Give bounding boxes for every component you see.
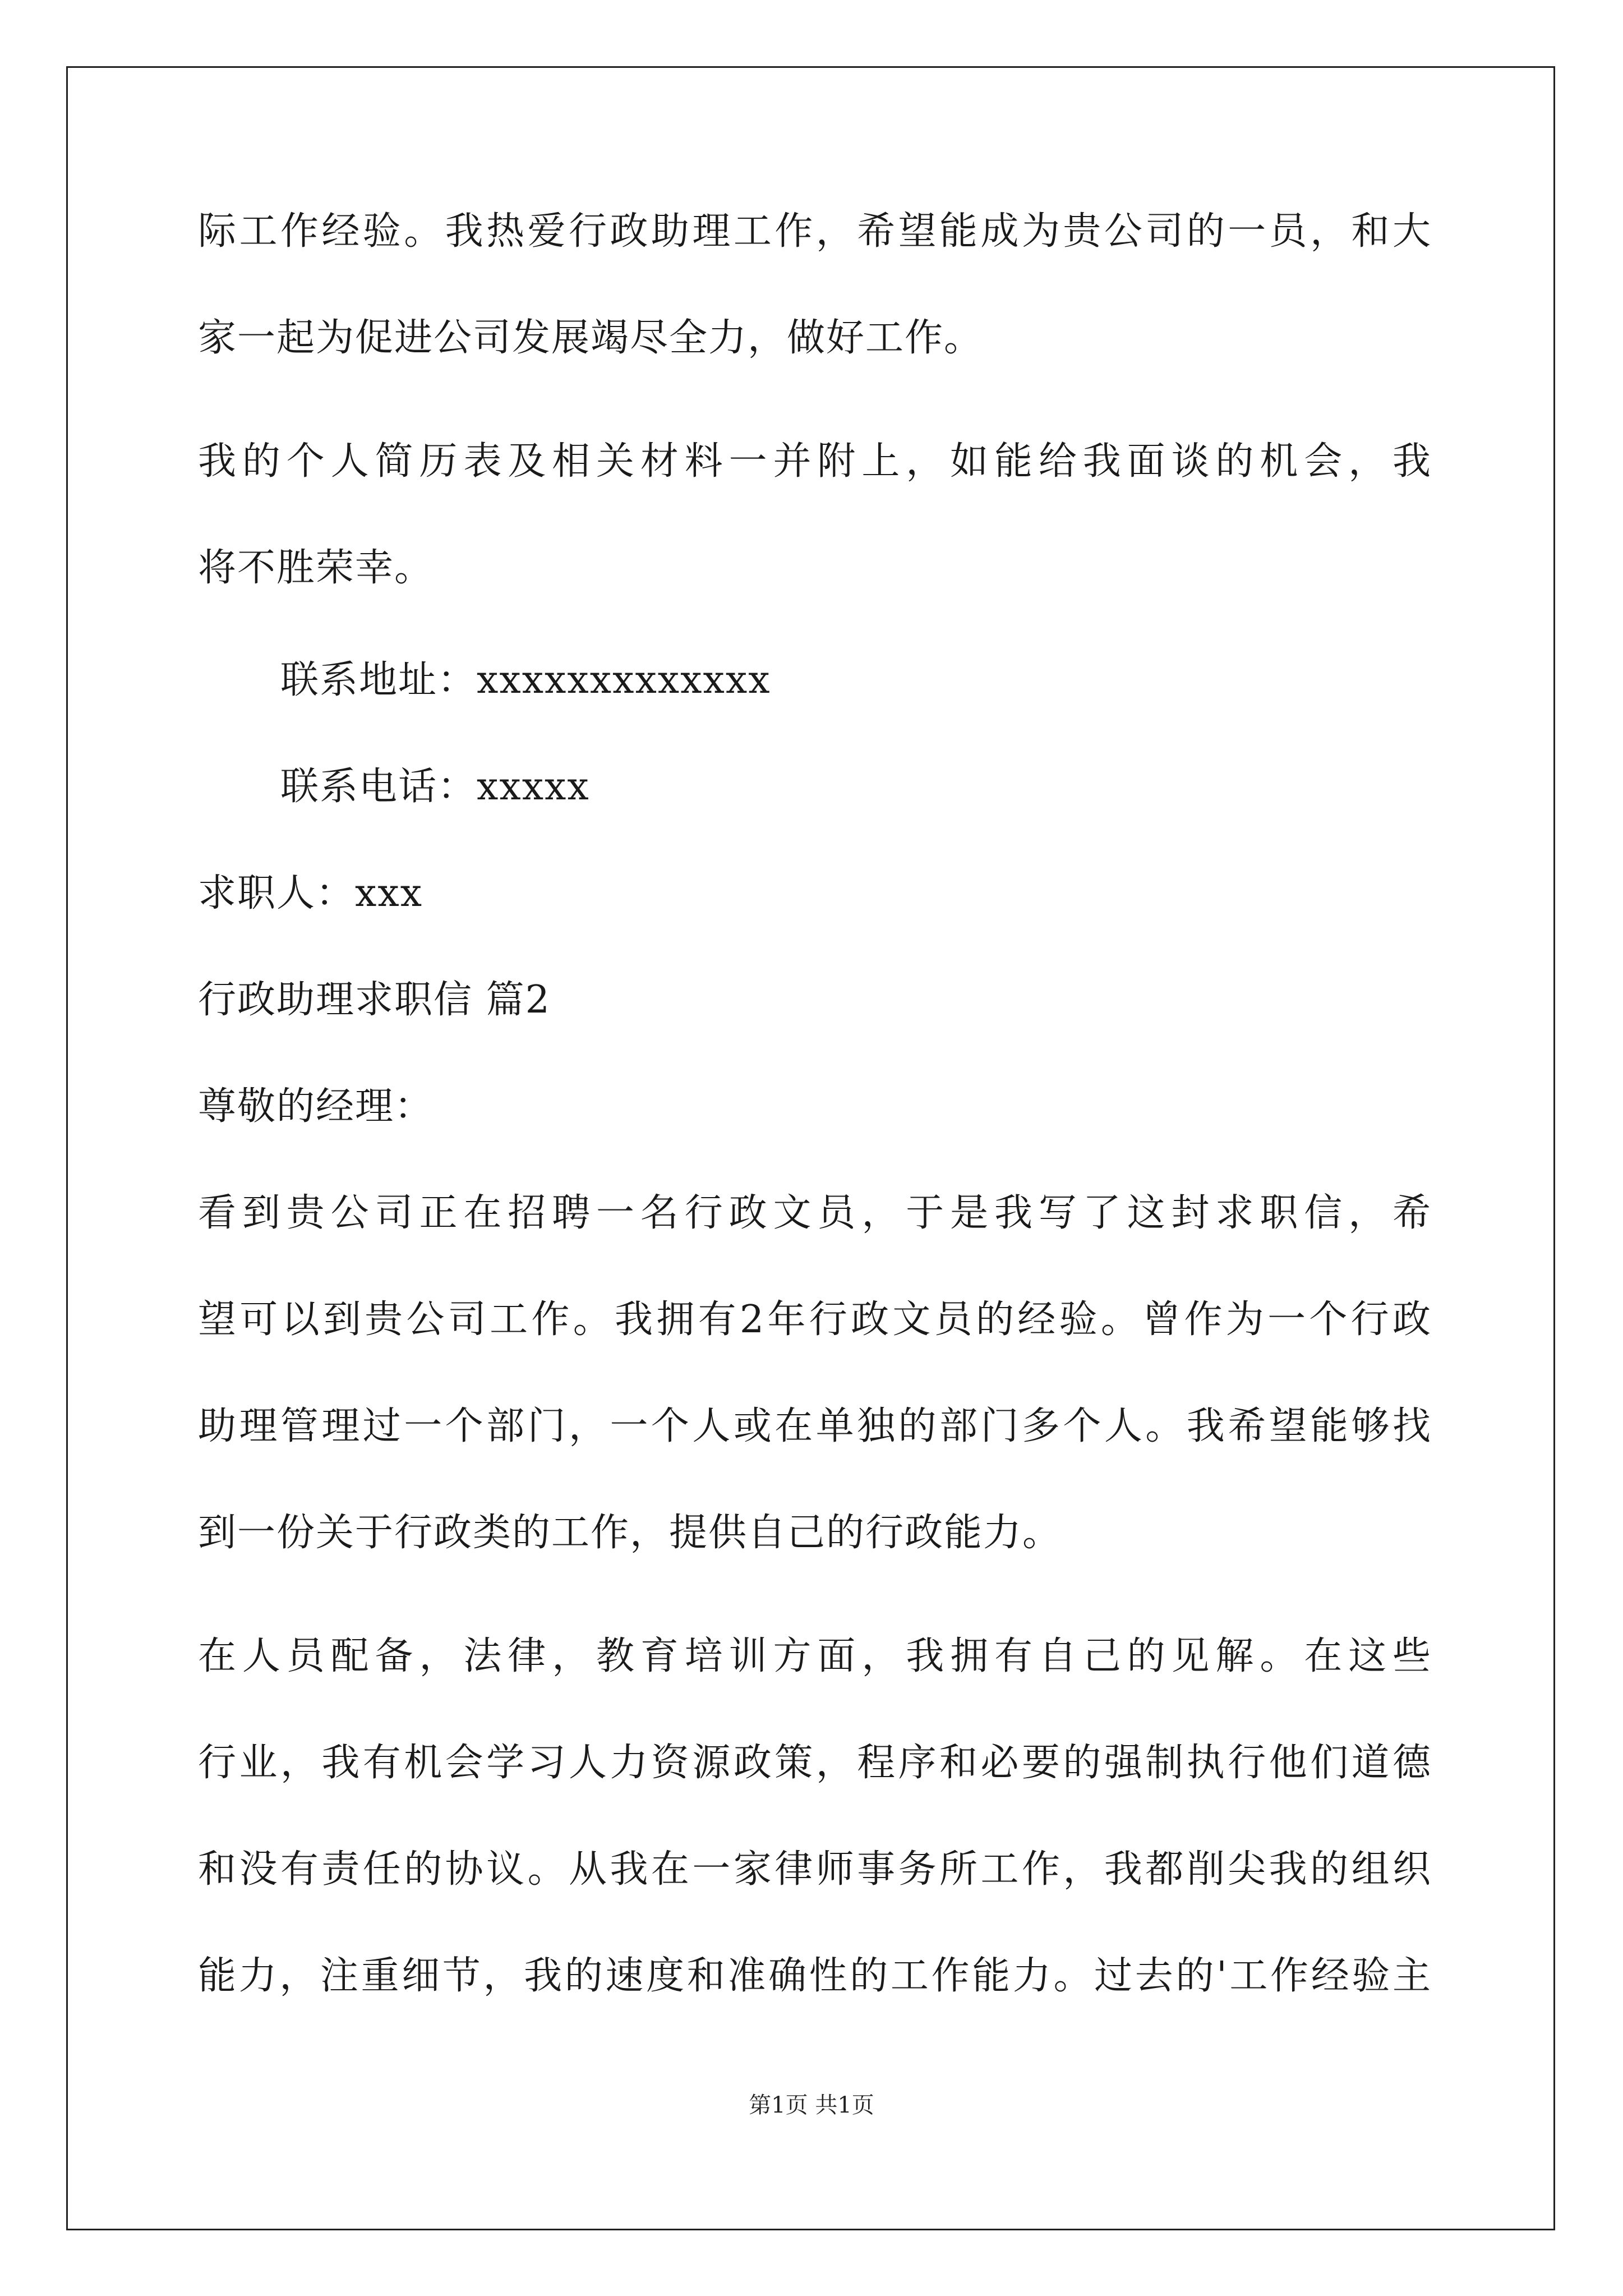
body-text-line: 助理管理过一个部门，一个人或在单独的部门多个人。我希望能够找 [198,1404,1432,1448]
section-title: 行政助理求职信 篇2 [198,978,551,1022]
page-border [66,66,1555,2230]
contact-phone: 联系电话：xxxxx [280,765,590,809]
page-footer: 第1页 共1页 [749,2092,874,2118]
body-text-line: 到一份关于行政类的工作，提供自己的行政能力。 [198,1511,1062,1555]
salutation: 尊敬的经理： [198,1084,434,1129]
body-text-line: 际工作经验。我热爱行政助理工作，希望能成为贵公司的一员，和大 [198,209,1432,254]
body-text-line: 家一起为促进公司发展竭尽全力，做好工作。 [198,316,984,360]
body-text-line: 看到贵公司正在招聘一名行政文员，于是我写了这封求职信，希 [198,1191,1432,1235]
body-text-line: 能力，注重细节，我的速度和准确性的工作能力。过去的'工作经验主 [198,1954,1432,1998]
body-text-line: 我的个人简历表及相关材料一并附上，如能给我面谈的机会，我 [198,439,1432,484]
contact-address: 联系地址：xxxxxxxxxxxxx [280,658,771,702]
body-text-line: 和没有责任的协议。从我在一家律师事务所工作，我都削尖我的组织 [198,1847,1432,1892]
body-text-line: 行业，我有机会学习人力资源政策，程序和必要的强制执行他们道德 [198,1741,1432,1785]
body-text-line: 望可以到贵公司工作。我拥有2年行政文员的经验。曾作为一个行政 [198,1297,1432,1342]
applicant-signature: 求职人：xxx [198,871,423,915]
body-text-line: 在人员配备，法律，教育培训方面，我拥有自己的见解。在这些 [198,1634,1432,1678]
body-text-line: 将不胜荣幸。 [198,546,434,590]
